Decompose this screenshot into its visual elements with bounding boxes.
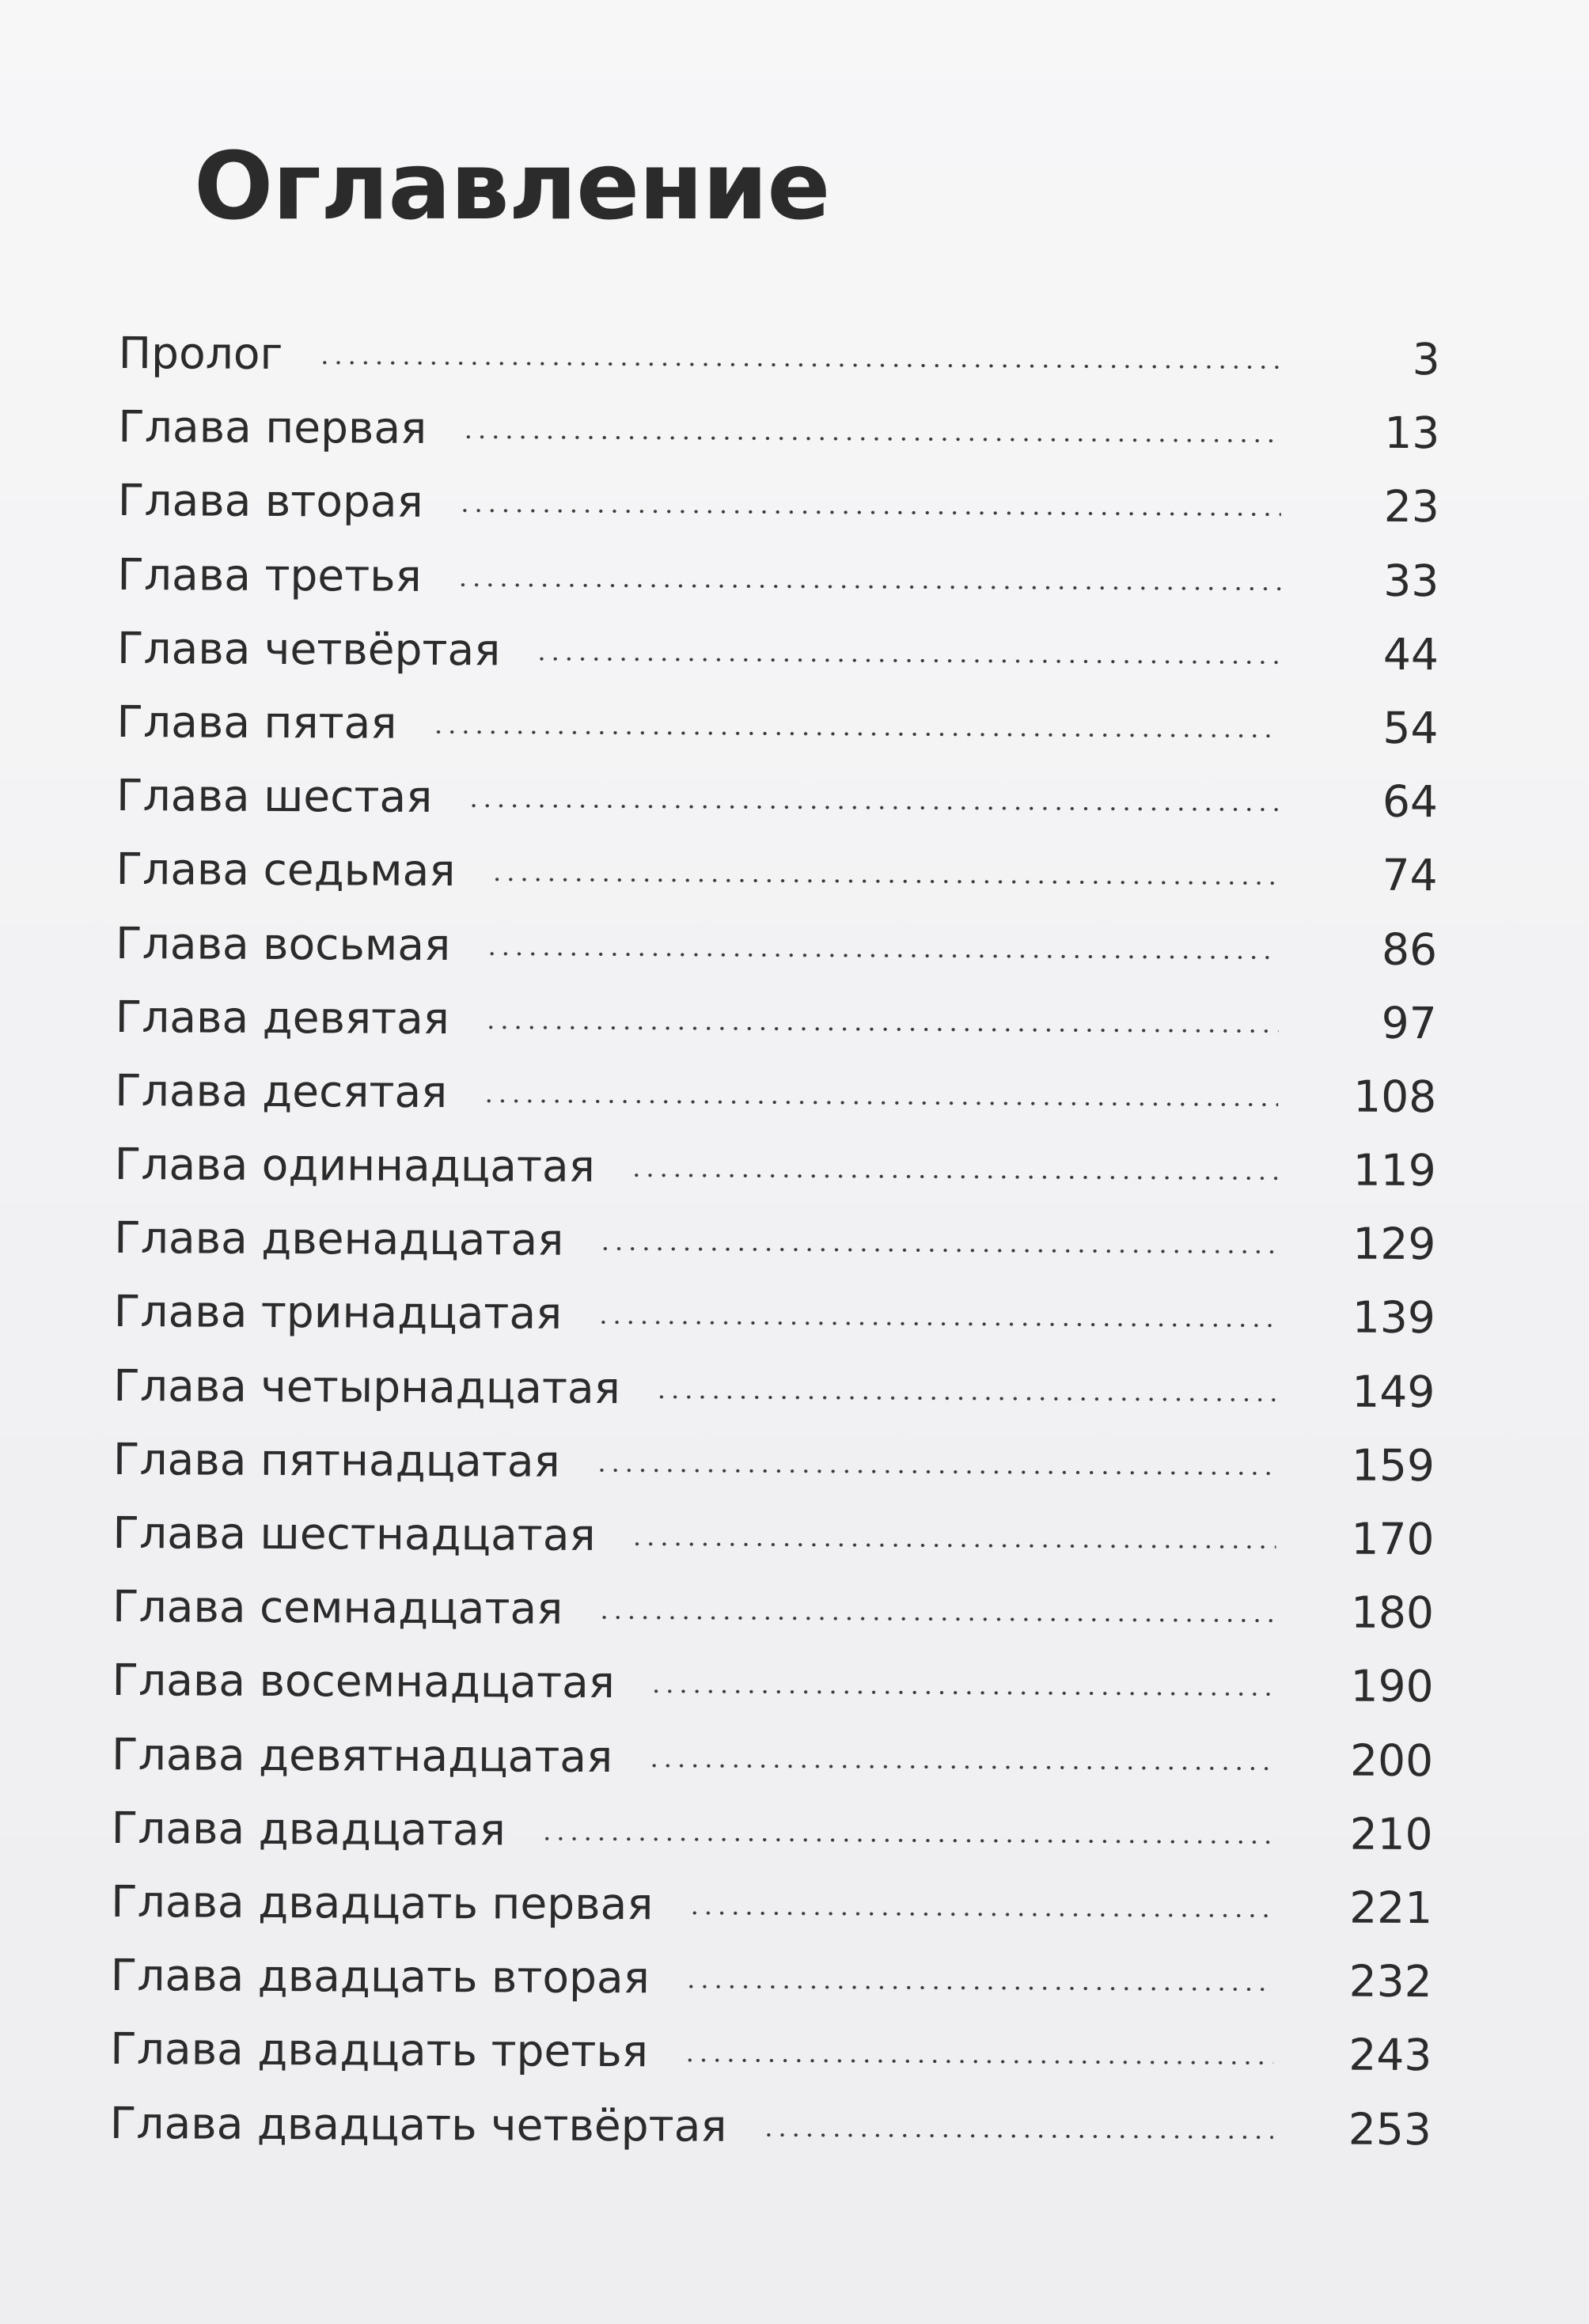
toc-entry-label: Глава шестнадцатая [112,1507,596,1560]
dot-leader [630,1173,1278,1180]
toc-entry-page-number: 108 [1353,1071,1437,1123]
dot-leader [761,2133,1272,2138]
toc-entry-label: Глава первая [118,401,427,454]
toc-entry-label: Глава семнадцатая [112,1581,563,1634]
toc-entry [112,1718,1433,1798]
dot-leader [647,1764,1275,1770]
dot-leader [484,1026,1279,1033]
toc-entry-page-number: 129 [1352,1218,1436,1270]
toc-entry-label: Глава вторая [117,475,423,528]
table-of-contents [110,317,1440,2167]
toc-entry [114,1201,1435,1281]
dot-leader [683,2059,1273,2065]
toc-entry-label: Глава шестая [116,770,433,823]
dot-leader [688,1911,1274,1917]
toc-entry-page-number: 86 [1381,923,1438,975]
toc-entry-page-number: 232 [1348,1955,1432,2007]
toc-entry-page-number: 64 [1382,775,1439,828]
dot-leader [598,1247,1277,1253]
toc-entry-page-number: 253 [1348,2103,1432,2155]
toc-entry [111,1865,1432,1945]
toc-entry-page-number: 180 [1350,1587,1435,1639]
toc-entry-label: Глава пятнадцатая [112,1433,560,1487]
toc-entry [115,1054,1436,1134]
toc-entry-page-number: 159 [1351,1439,1435,1491]
toc-entry-label: Глава пятая [116,696,397,749]
toc-entry-label: Глава девятнадцатая [111,1728,613,1782]
toc-entry-label: Глава восемнадцатая [112,1655,616,1708]
toc-entry-label: Пролог [118,327,283,380]
dot-leader [467,804,1280,811]
dot-leader [490,878,1279,885]
toc-entry [113,1423,1435,1503]
toc-entry-label: Глава четырнадцатая [113,1359,620,1413]
toc-entry [113,1349,1435,1429]
toc-entry-page-number: 97 [1381,997,1437,1048]
toc-entry-label: Глава третья [117,548,422,601]
toc-entry-label: Глава десятая [115,1064,448,1117]
dot-leader [540,1837,1275,1844]
toc-entry-page-number: 74 [1382,850,1438,901]
toc-entry-page-number: 139 [1352,1292,1435,1344]
toc-entry-page-number: 210 [1349,1808,1433,1860]
dot-leader [597,1616,1276,1622]
toc-entry [116,906,1437,986]
toc-entry [112,1570,1434,1650]
toc-entry [110,2012,1432,2092]
toc-entry-label: Глава тринадцатая [113,1286,563,1340]
toc-entry [116,759,1438,839]
toc-entry-label: Глава двадцать вторая [110,1950,650,2004]
toc-entry [112,1496,1434,1576]
toc-entry [116,832,1437,912]
dot-leader [482,1099,1278,1106]
dot-leader [457,583,1281,590]
page-title: Оглавление [194,131,830,241]
toc-entry-page-number: 33 [1383,555,1439,606]
toc-entry-page-number: 190 [1350,1661,1434,1712]
dot-leader [535,657,1280,664]
dot-leader [631,1542,1276,1549]
toc-entry-label: Глава восьмая [115,917,451,970]
toc-entry [115,980,1436,1060]
toc-entry-page-number: 170 [1351,1513,1435,1565]
toc-entry [117,612,1439,692]
toc-entry-label: Глава одиннадцатая [114,1139,595,1192]
toc-entry [118,464,1439,544]
toc-entry [119,317,1440,396]
toc-entry-label: Глава двенадцатая [114,1212,564,1266]
toc-entry-page-number: 200 [1349,1734,1434,1786]
toc-entry [111,1791,1432,1871]
toc-entry [115,1128,1436,1207]
dot-leader [597,1321,1277,1327]
toc-entry-label: Глава девятая [115,991,450,1044]
toc-entry [112,1643,1433,1723]
toc-entry-page-number: 54 [1382,702,1439,754]
dot-leader [685,1985,1274,1992]
toc-entry [111,1939,1432,2019]
toc-entry-page-number: 23 [1383,481,1440,533]
toc-entry-label: Глава четвёртая [116,622,501,676]
toc-entry-label: Глава седьмая [116,844,456,897]
toc-entry-page-number: 13 [1384,408,1440,459]
dot-leader [485,952,1279,959]
toc-entry [117,538,1439,618]
toc-entry-page-number: 221 [1349,1882,1433,1934]
toc-entry [116,685,1438,765]
dot-leader [431,730,1280,737]
toc-entry-label: Глава двадцать четвёртая [109,2097,727,2152]
toc-entry-page-number: 119 [1352,1144,1436,1196]
toc-entry [110,2086,1432,2166]
toc-entry-page-number: 243 [1348,2029,1432,2081]
toc-entry [114,1275,1435,1355]
dot-leader [655,1395,1277,1401]
dot-leader [317,361,1281,369]
toc-entry-label: Глава двадцатая [111,1802,506,1856]
toc-entry [118,390,1439,470]
dot-leader [595,1469,1276,1475]
toc-entry-label: Глава двадцать третья [110,2023,649,2077]
dot-leader [458,509,1281,516]
toc-entry-page-number: 44 [1382,628,1439,680]
toc-entry-page-number: 149 [1352,1366,1435,1417]
dot-leader [461,435,1281,442]
toc-entry-page-number: 3 [1412,333,1440,385]
dot-leader [650,1690,1276,1697]
toc-entry-label: Глава двадцать первая [111,1875,654,1930]
